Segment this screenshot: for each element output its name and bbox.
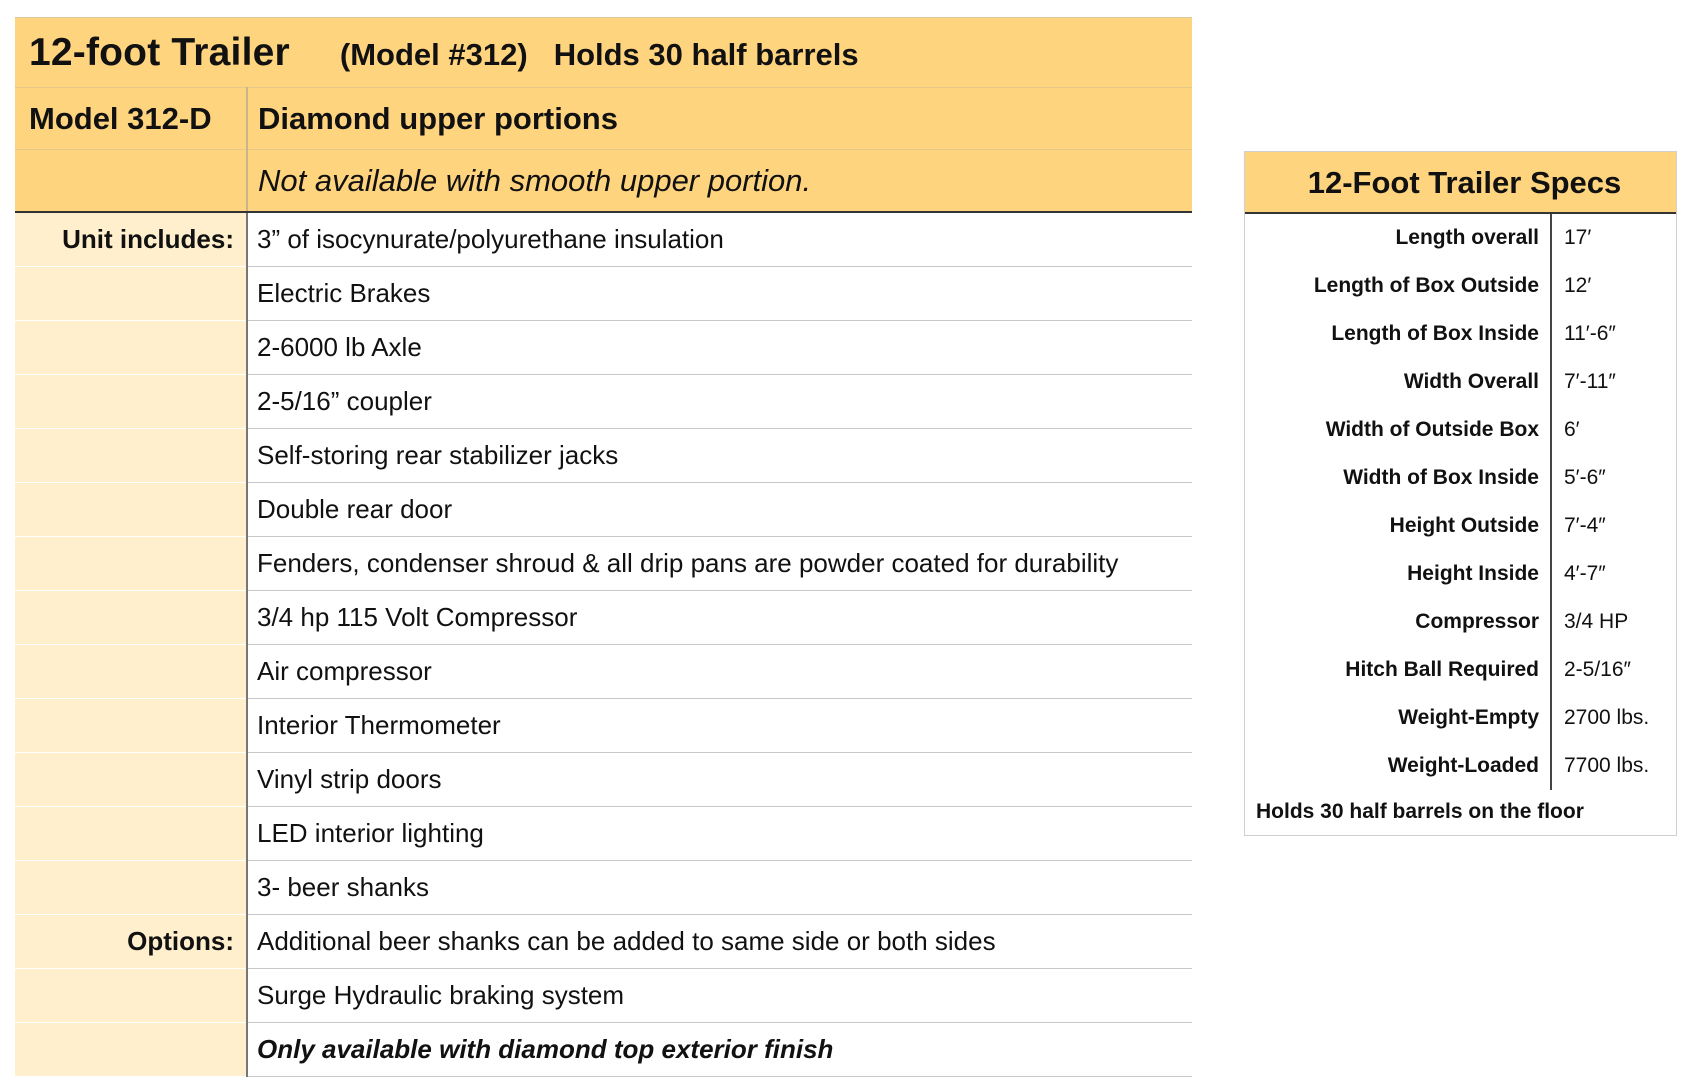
row-value: 2-5/16” coupler <box>247 375 1192 429</box>
table-row <box>15 212 1192 267</box>
table-row <box>15 429 1192 483</box>
table-row <box>15 969 1192 1023</box>
row-value: Additional beer shanks can be added to same side or both sides <box>247 915 1192 969</box>
row-label <box>15 861 247 915</box>
row-label <box>15 483 247 537</box>
row-value: 2-6000 lb Axle <box>247 321 1192 375</box>
spec-value: 12′ <box>1564 274 1592 297</box>
spec-key: Hitch Ball Required <box>1245 646 1551 694</box>
spec-value: 6′ <box>1564 418 1580 441</box>
spec-key: Width Overall <box>1245 358 1551 406</box>
spec-key: Compressor <box>1245 598 1551 646</box>
spec-value: 2700 lbs. <box>1564 706 1650 729</box>
specs-card <box>1244 151 1677 836</box>
spec-key: Height Inside <box>1245 550 1551 598</box>
specs-title: 12-Foot Trailer Specs <box>1245 152 1676 214</box>
model-number: (Model #312) <box>339 36 528 72</box>
row-value: LED interior lighting <box>247 807 1192 861</box>
row-label <box>15 537 247 591</box>
table-row <box>15 645 1192 699</box>
table-row <box>15 861 1192 915</box>
row-value: Vinyl strip doors <box>247 753 1192 807</box>
table-row <box>15 375 1192 429</box>
spec-key: Width of Outside Box <box>1245 406 1551 454</box>
note-label <box>15 150 247 213</box>
row-value: Surge Hydraulic braking system <box>247 969 1192 1023</box>
row-label <box>15 807 247 861</box>
spec-row <box>1245 646 1676 694</box>
row-label: Options: <box>15 915 247 969</box>
spec-value: 2-5/16″ <box>1564 658 1631 681</box>
model-value: Diamond upper portions <box>247 88 1192 150</box>
spec-value: 7700 lbs. <box>1564 754 1650 777</box>
table-row <box>15 1023 1192 1077</box>
spec-row <box>1245 742 1676 790</box>
spec-key: Weight-Loaded <box>1245 742 1551 790</box>
spec-key: Height Outside <box>1245 502 1551 550</box>
row-value: Electric Brakes <box>247 267 1192 321</box>
row-value: Air compressor <box>247 645 1192 699</box>
spec-value: 7′-11″ <box>1564 370 1616 393</box>
spec-row <box>1245 310 1676 358</box>
table-row <box>15 807 1192 861</box>
row-label <box>15 645 247 699</box>
model-label: Model 312-D <box>15 88 247 150</box>
table-row <box>15 915 1192 969</box>
spec-row <box>1245 262 1676 310</box>
table-row <box>15 267 1192 321</box>
spec-row <box>1245 598 1676 646</box>
spec-value: 17′ <box>1564 226 1592 249</box>
note-value: Not available with smooth upper portion. <box>247 150 1192 213</box>
spec-value: 4′-7″ <box>1564 562 1606 585</box>
row-value: 3” of isocynurate/polyurethane insulation <box>247 212 1192 267</box>
title-cell <box>15 18 1192 88</box>
spec-value: 5′-6″ <box>1564 466 1606 489</box>
spec-key: Length of Box Inside <box>1245 310 1551 358</box>
spec-row <box>1245 550 1676 598</box>
row-value: Only available with diamond top exterior finish <box>247 1023 1192 1077</box>
page-title: 12-foot Trailer <box>29 30 290 74</box>
model-row <box>15 88 1192 150</box>
row-value: 3/4 hp 115 Volt Compressor <box>247 591 1192 645</box>
row-label <box>15 591 247 645</box>
row-label <box>15 375 247 429</box>
table-row <box>15 321 1192 375</box>
row-label <box>15 1023 247 1077</box>
table-row <box>15 591 1192 645</box>
spec-value: 7′-4″ <box>1564 514 1606 537</box>
specs-footer: Holds 30 half barrels on the floor <box>1256 800 1584 823</box>
spec-value: 3/4 HP <box>1564 610 1629 633</box>
row-label <box>15 969 247 1023</box>
row-value: 3- beer shanks <box>247 861 1192 915</box>
table-row <box>15 753 1192 807</box>
spec-key: Length overall <box>1245 214 1551 262</box>
spec-row <box>1245 454 1676 502</box>
spec-key: Length of Box Outside <box>1245 262 1551 310</box>
note-row <box>15 150 1192 213</box>
spec-row <box>1245 694 1676 742</box>
spec-row <box>1245 214 1676 262</box>
spec-value: 11′-6″ <box>1564 322 1616 345</box>
row-label: Unit includes: <box>15 212 247 267</box>
row-value: Self-storing rear stabilizer jacks <box>247 429 1192 483</box>
row-label <box>15 321 247 375</box>
table-row <box>15 483 1192 537</box>
row-label <box>15 429 247 483</box>
spec-row <box>1245 502 1676 550</box>
row-label <box>15 699 247 753</box>
row-label <box>15 267 247 321</box>
table-row <box>15 699 1192 753</box>
table-row <box>15 537 1192 591</box>
spec-row <box>1245 358 1676 406</box>
title-row <box>15 18 1192 88</box>
spec-row <box>1245 406 1676 454</box>
row-value: Fenders, condenser shroud & all drip pans are powder coated for durability <box>247 537 1192 591</box>
capacity-text: Holds 30 half barrels <box>553 36 859 72</box>
trailer-features-table <box>15 17 1192 1077</box>
row-value: Interior Thermometer <box>247 699 1192 753</box>
spec-key: Weight-Empty <box>1245 694 1551 742</box>
spec-key: Width of Box Inside <box>1245 454 1551 502</box>
row-label <box>15 753 247 807</box>
row-value: Double rear door <box>247 483 1192 537</box>
specs-table <box>1245 214 1676 790</box>
